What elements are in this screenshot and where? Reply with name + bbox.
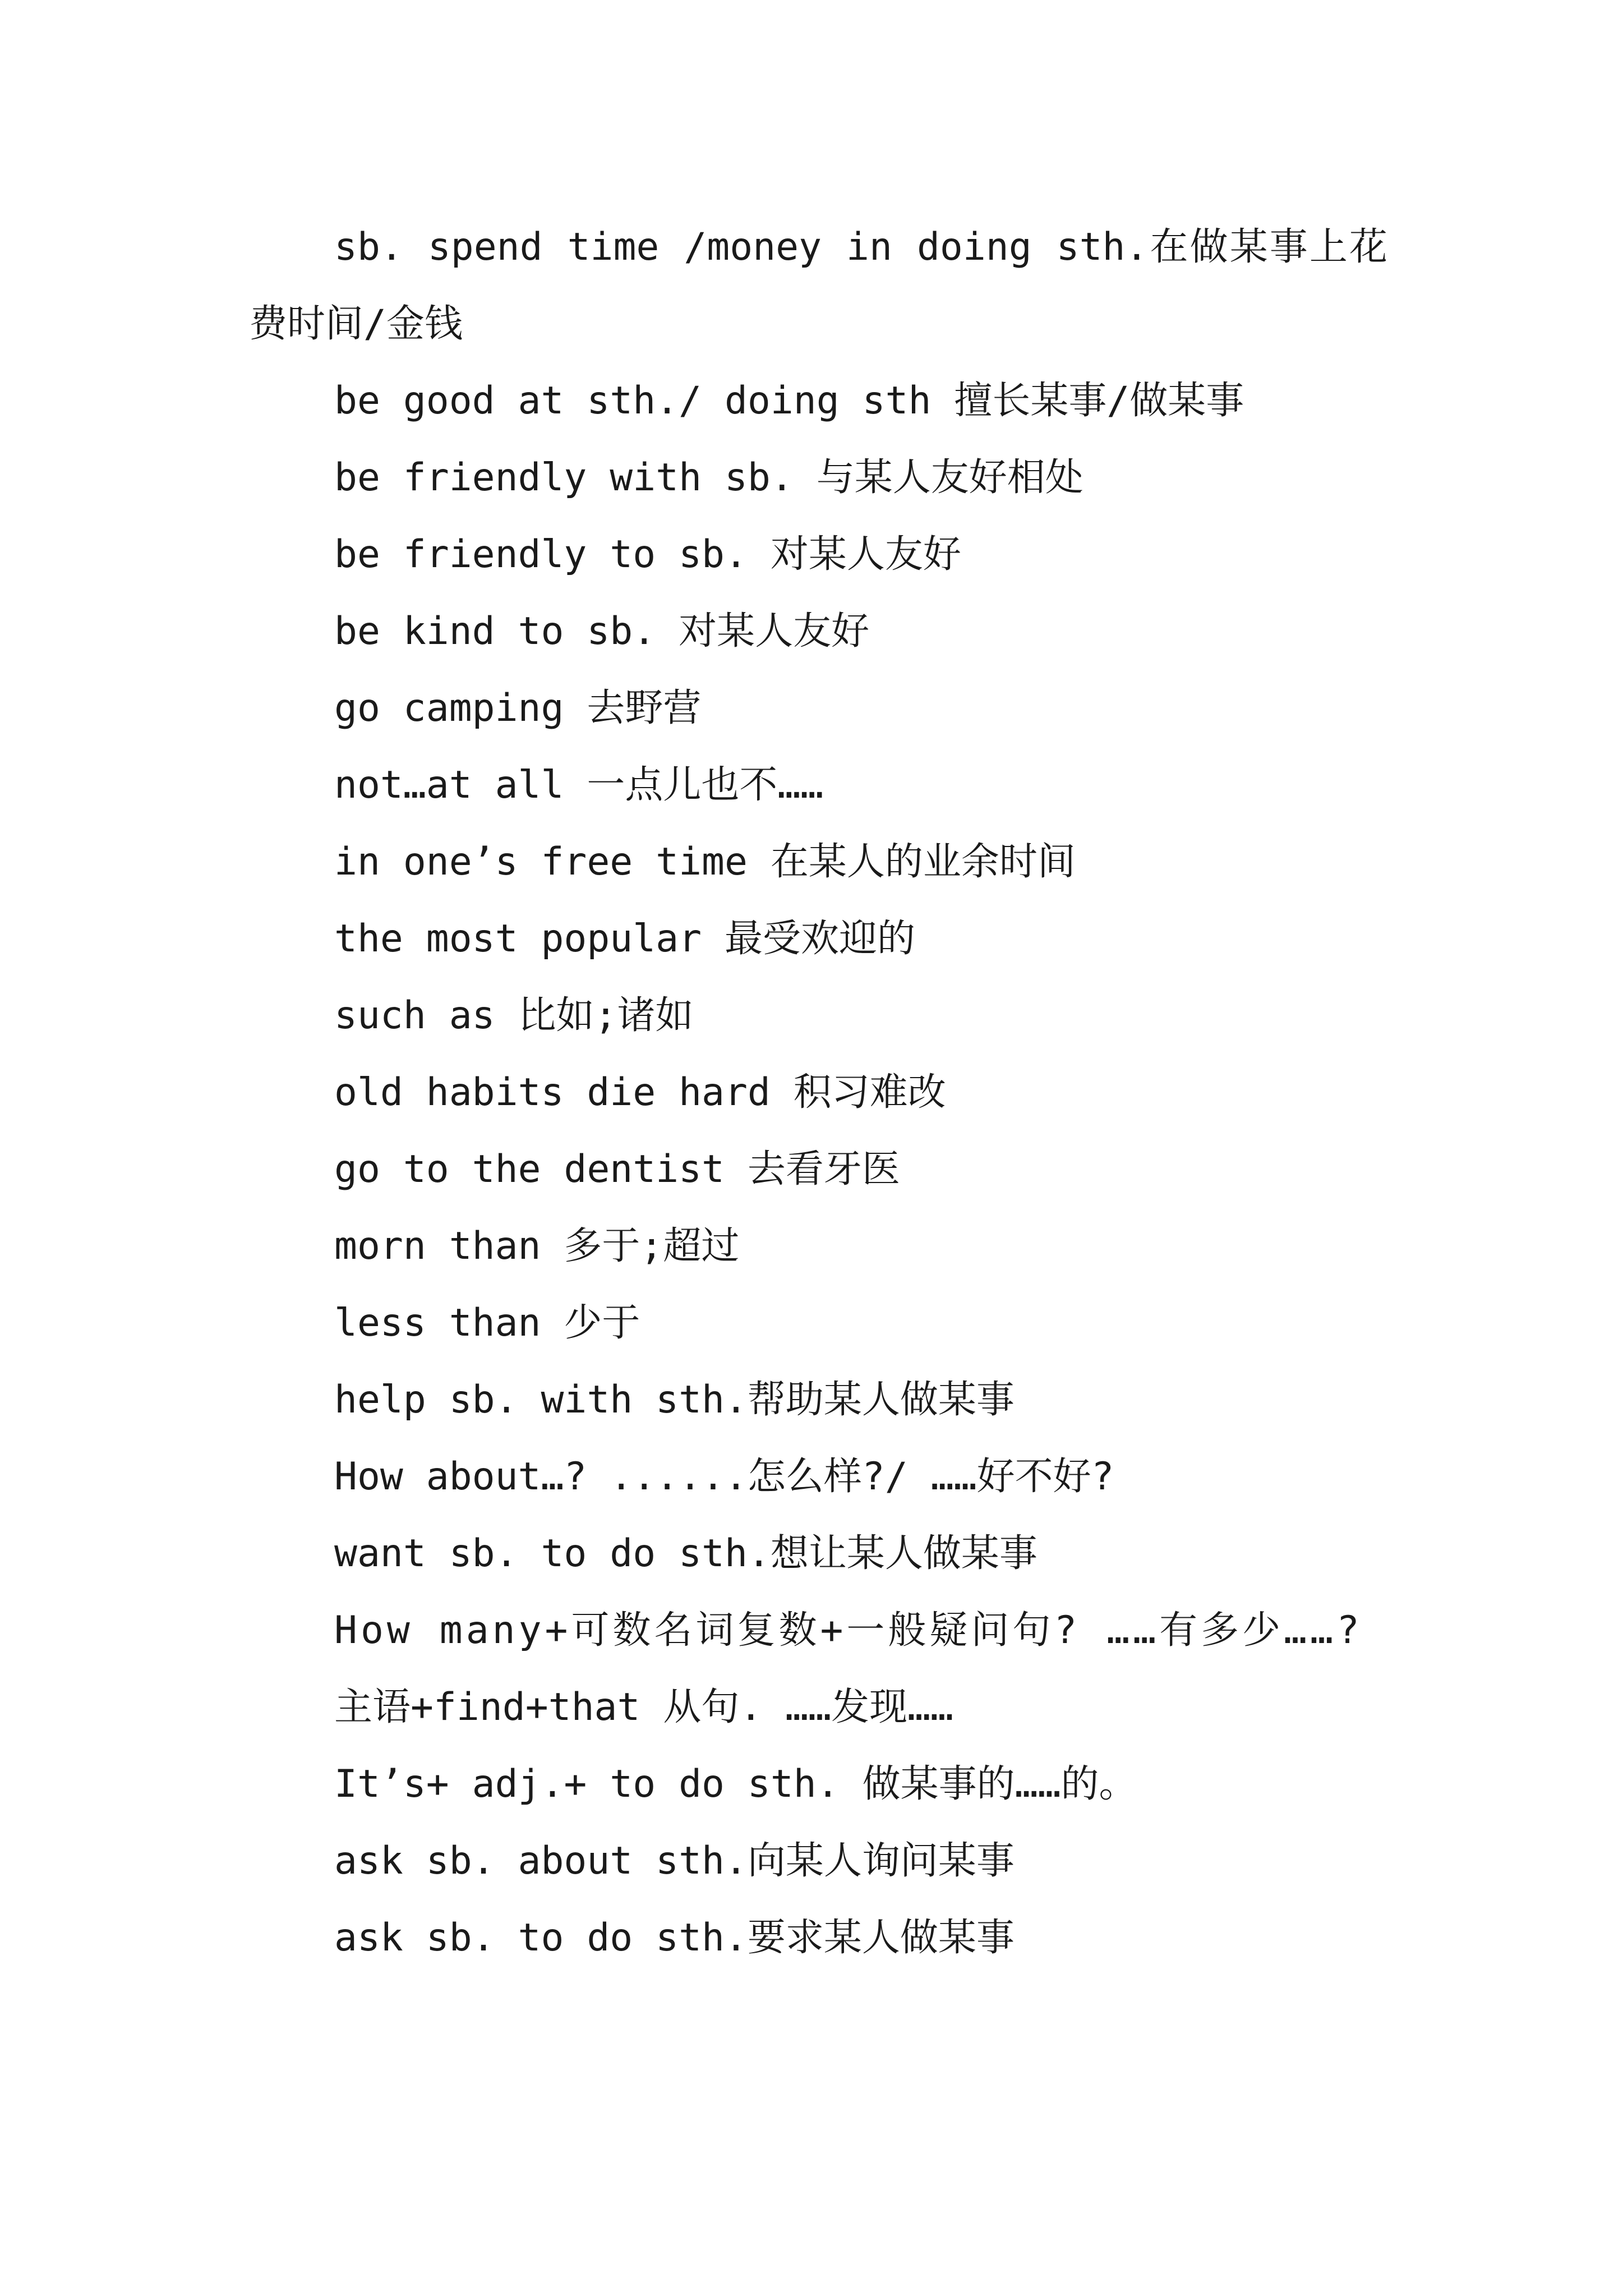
phrase-list (249, 209, 1387, 1976)
phrase-line-less-than: less than 少于 (334, 1301, 640, 1345)
phrase-line-good-at: be good at sth./ doing sth 擅长某事/做某事 (334, 379, 1244, 423)
phrase-line-most-popular: the most popular 最受欢迎的 (334, 917, 915, 961)
phrase-line-dentist: go to the dentist 去看牙医 (334, 1147, 900, 1191)
phrase-line-its-adj: It’s+ adj.+ to do sth. 做某事的……的。 (334, 1762, 1137, 1806)
phrase-line-how-about: How about…? ......怎么样?/ ……好不好? (334, 1455, 1114, 1499)
phrase-line-how-many: How many+可数名词复数+一般疑问句? ……有多少……? (334, 1608, 1363, 1653)
phrase-line-find-that: 主语+find+that 从句. ……发现…… (334, 1685, 953, 1729)
phrase-line-want-sb: want sb. to do sth.想让某人做某事 (334, 1531, 1038, 1576)
phrase-line-old-habits: old habits die hard 积习难改 (334, 1070, 946, 1115)
phrase-line-more-than: morn than 多于;超过 (334, 1224, 740, 1268)
phrase-line-friendly-to: be friendly to sb. 对某人友好 (334, 532, 961, 577)
phrase-line-kind-to: be kind to sb. 对某人友好 (334, 609, 870, 654)
phrase-line-spend-time: sb. spend time /money in doing sth.在做某事上花费时间/金钱 (249, 225, 1387, 346)
phrase-line-ask-about: ask sb. about sth.向某人询问某事 (334, 1839, 1015, 1883)
phrase-line-ask-to-do: ask sb. to do sth.要求某人做某事 (334, 1916, 1015, 1960)
phrase-line-free-time: in one’s free time 在某人的业余时间 (334, 840, 1076, 884)
phrase-line-friendly-with: be friendly with sb. 与某人友好相处 (334, 455, 1083, 500)
phrase-line-such-as: such as 比如;诸如 (334, 993, 694, 1038)
phrase-line-help-with: help sb. with sth.帮助某人做某事 (334, 1378, 1015, 1422)
phrase-line-go-camping: go camping 去野营 (334, 686, 702, 730)
phrase-line-not-at-all: not…at all 一点儿也不…… (334, 763, 824, 807)
